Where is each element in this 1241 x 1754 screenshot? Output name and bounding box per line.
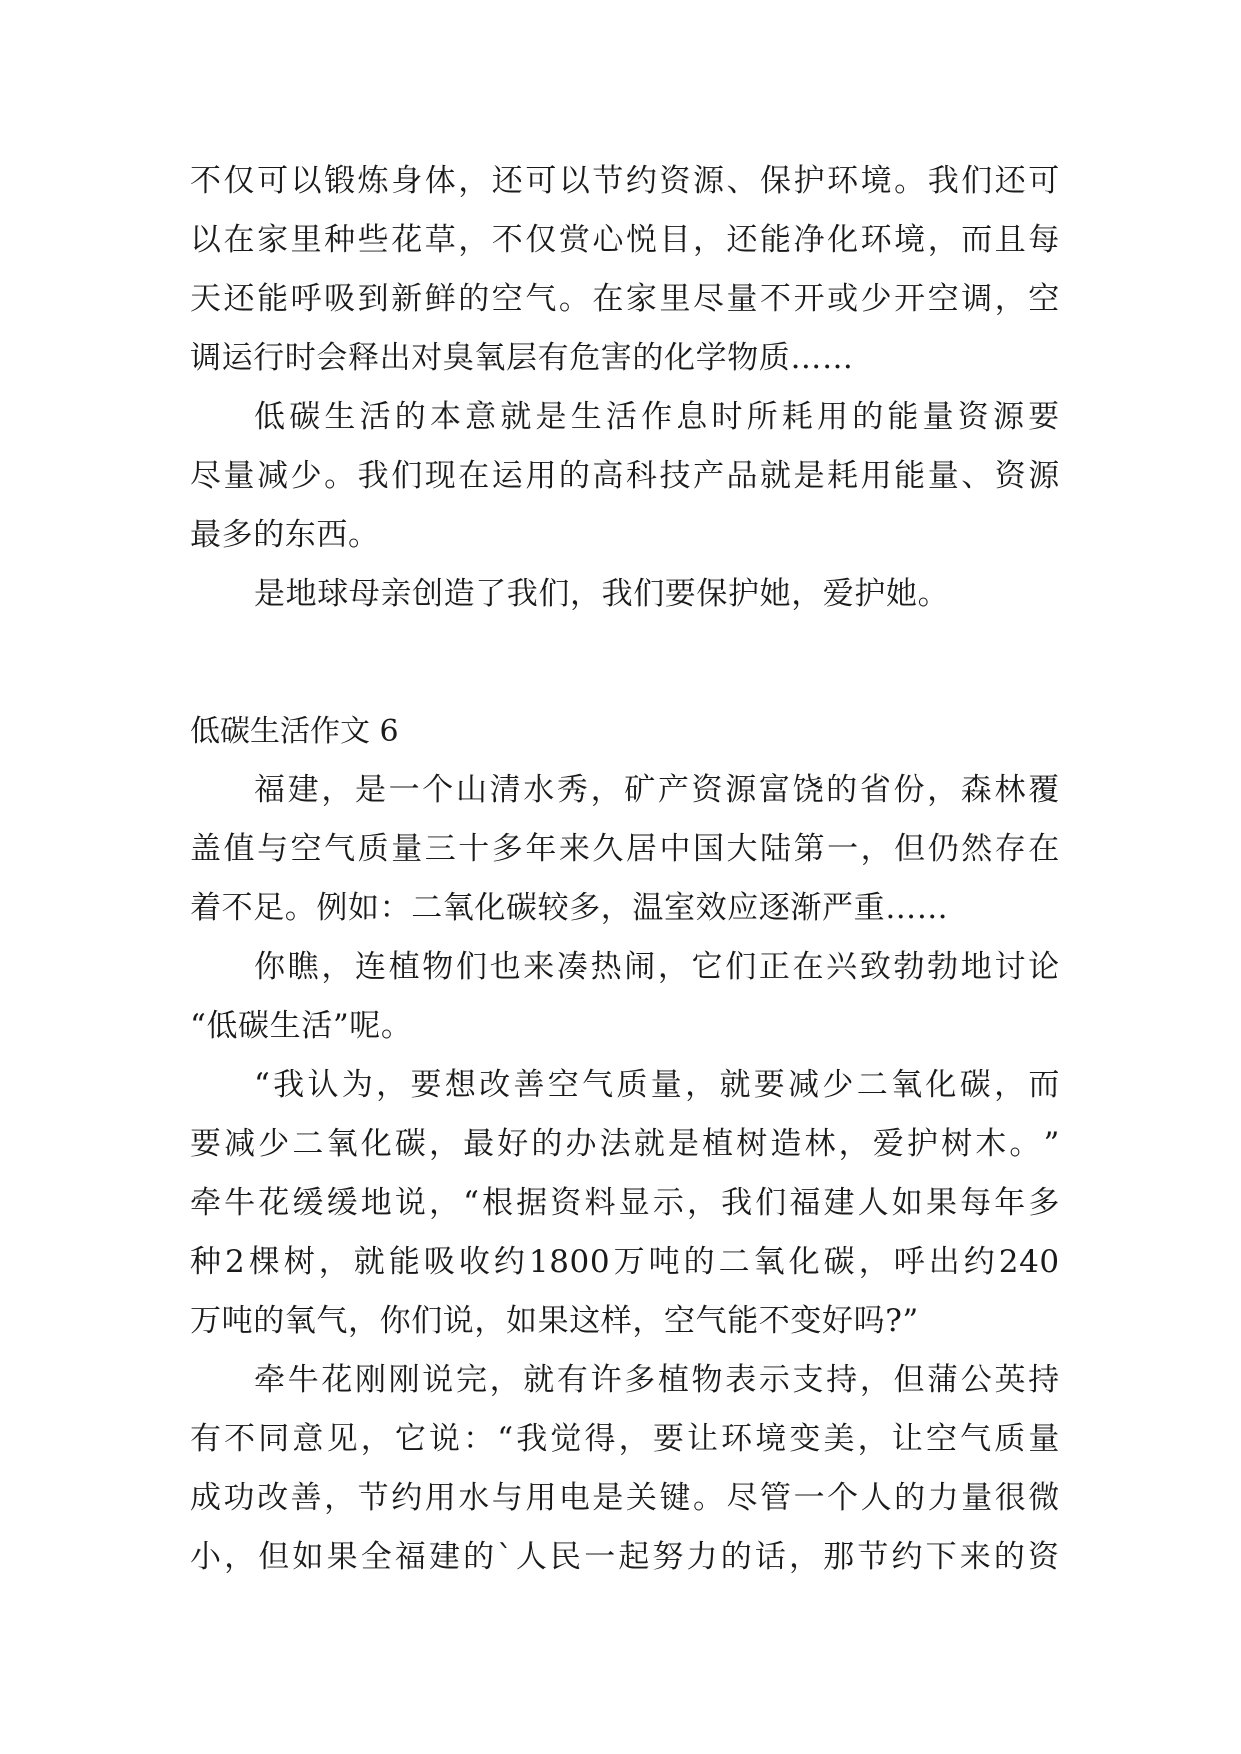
text-line: 有 不 同 意 见 ， 它 说 ： “ 我 觉 得 ， 要 让 环 境 变 美 ， 让 空 气 质 量 — [190, 1421, 1060, 1457]
paragraph-4 — [190, 761, 1060, 938]
text-line: 种 2 棵 树 ， 就 能 吸 收 约 1800 万 吨 的 二 氧 化 碳 ， 呼 出 约 240 — [190, 1244, 1060, 1280]
text-line: “低碳生活”呢。 — [190, 1008, 413, 1044]
paragraph-2 — [190, 388, 1060, 565]
text-line: 盖 值 与 空 气 质 量 三 十 多 年 来 久 居 中 国 大 陆 第 一 ， 但 仍 然 存 在 — [190, 831, 1060, 867]
text-line: 天 还 能 呼 吸 到 新 鲜 的 空 气 。 在 家 里 尽 量 不 开 或 少 开 空 调 ， 空 — [190, 281, 1060, 317]
text-line: 牵 牛 花 缓 缓 地 说 ， “ 根 据 资 料 显 示 ， 我 们 福 建 人 如 果 每 年 多 — [190, 1185, 1060, 1221]
section-title: 低碳生活作文 6 — [190, 714, 399, 749]
text-line: 成 功 改 善 ， 节 约 用 水 与 用 电 是 关 键 。 尽 管 一 个 人 的 力 量 很 微 — [190, 1480, 1060, 1516]
text-line: 调运行时会释出对臭氧层有危害的化学物质…… — [190, 340, 854, 376]
text-line: 是地球母亲创造了我们，我们要保护她，爱护她。 — [254, 576, 950, 612]
text-line: 要 减 少 二 氧 化 碳 ， 最 好 的 办 法 就 是 植 树 造 林 ， 爱 护 树 木 。 ” — [190, 1126, 1060, 1162]
text-line: 最多的东西。 — [190, 517, 380, 553]
paragraph-1 — [190, 152, 1060, 388]
section-gap — [190, 624, 1060, 702]
text-line: 万吨的氧气，你们说，如果这样，空气能不变好吗?” — [190, 1303, 919, 1339]
text-line: “ 我 认 为 ， 要 想 改 善 空 气 质 量 ， 就 要 减 少 二 氧 化 碳 ， 而 — [254, 1067, 1060, 1103]
text-line: 小 ， 但 如 果 全 福 建 的 ` 人 民 一 起 努 力 的 话 ， 那 节 约 下 来 的 资 — [190, 1539, 1060, 1575]
text-line: 牵 牛 花 刚 刚 说 完 ， 就 有 许 多 植 物 表 示 支 持 ， 但 蒲 公 英 持 — [254, 1362, 1060, 1398]
text-line: 不 仅 可 以 锻 炼 身 体 ， 还 可 以 节 约 资 源 、 保 护 环 境 。 我 们 还 可 — [190, 163, 1060, 199]
text-line: 着不足。例如：二氧化碳较多，温室效应逐渐严重…… — [190, 890, 949, 926]
text-line: 尽 量 减 少 。 我 们 现 在 运 用 的 高 科 技 产 品 就 是 耗 用 能 量 、 资 源 — [190, 458, 1060, 494]
paragraph-6 — [190, 1056, 1060, 1351]
paragraph-5 — [190, 938, 1060, 1056]
text-line: 以 在 家 里 种 些 花 草 ， 不 仅 赏 心 悦 目 ， 还 能 净 化 环 境 ， 而 且 每 — [190, 222, 1060, 258]
text-line: 福 建 ， 是 一 个 山 清 水 秀 ， 矿 产 资 源 富 饶 的 省 份 ， 森 林 覆 — [254, 772, 1060, 808]
text-line: 低 碳 生 活 的 本 意 就 是 生 活 作 息 时 所 耗 用 的 能 量 资 源 要 — [254, 399, 1060, 435]
text-line: 你 瞧 ， 连 植 物 们 也 来 凑 热 闹 ， 它 们 正 在 兴 致 勃 勃 地 讨 论 — [254, 949, 1060, 985]
paragraph-3 — [190, 565, 1060, 624]
document-page — [190, 152, 1060, 1587]
paragraph-7 — [190, 1351, 1060, 1587]
